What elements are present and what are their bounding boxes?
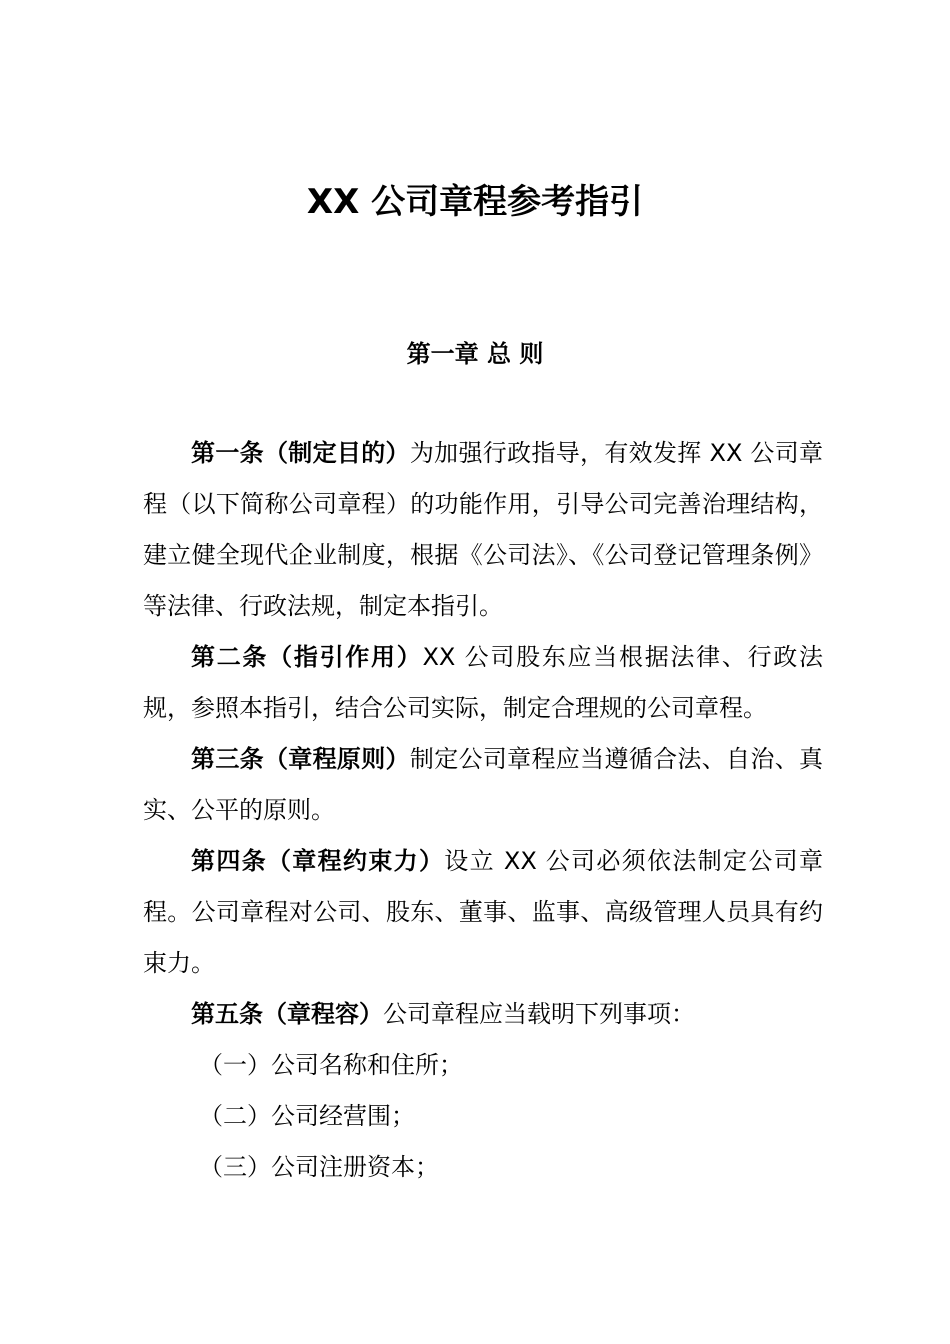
list-item: （二）公司经营围； xyxy=(199,1102,415,1130)
article-3 xyxy=(143,734,823,836)
article-text: 为加强行政指导，有效发挥 XX 公司章程（以下简称公司章程）的功能作用，引导公司完善治理结构，建立健全现代企业制度，根据《公司法》、《公司登记管理条例》等法律、行政法规，制定本指引。 xyxy=(143,439,824,620)
document-body xyxy=(143,428,823,1193)
article-label: 第五条（章程容） xyxy=(191,1000,383,1028)
article-text: 设立 XX 公司必须依法制定公司章程。公司章程对公司、股东、董事、监事、高级管理人员具有约束力。 xyxy=(143,847,824,977)
article-4 xyxy=(143,836,823,989)
list-item: （一）公司名称和住所； xyxy=(199,1051,463,1079)
article-label: 第四条（章程约束力） xyxy=(191,847,445,875)
article-text: 公司章程应当载明下列事项： xyxy=(383,1000,695,1028)
article-label: 第二条（指引作用） xyxy=(191,643,423,671)
article-text: 制定公司章程应当遵循合法、自治、真实、公平的原则。 xyxy=(143,745,824,824)
article-2 xyxy=(143,632,823,734)
article-label: 第三条（章程原则） xyxy=(191,745,410,773)
list-item: （三）公司注册资本； xyxy=(199,1153,439,1181)
article-5 xyxy=(143,989,823,1040)
article-1 xyxy=(143,428,823,632)
article-label: 第一条（制定目的） xyxy=(191,439,410,467)
document-title: XX 公司章程参考指引 xyxy=(306,182,644,222)
article-text: XX 公司股东应当根据法律、行政法规，参照本指引，结合公司实际，制定合理规的公司章程。 xyxy=(143,643,823,722)
chapter-heading: 第一章 总 则 xyxy=(406,340,544,368)
